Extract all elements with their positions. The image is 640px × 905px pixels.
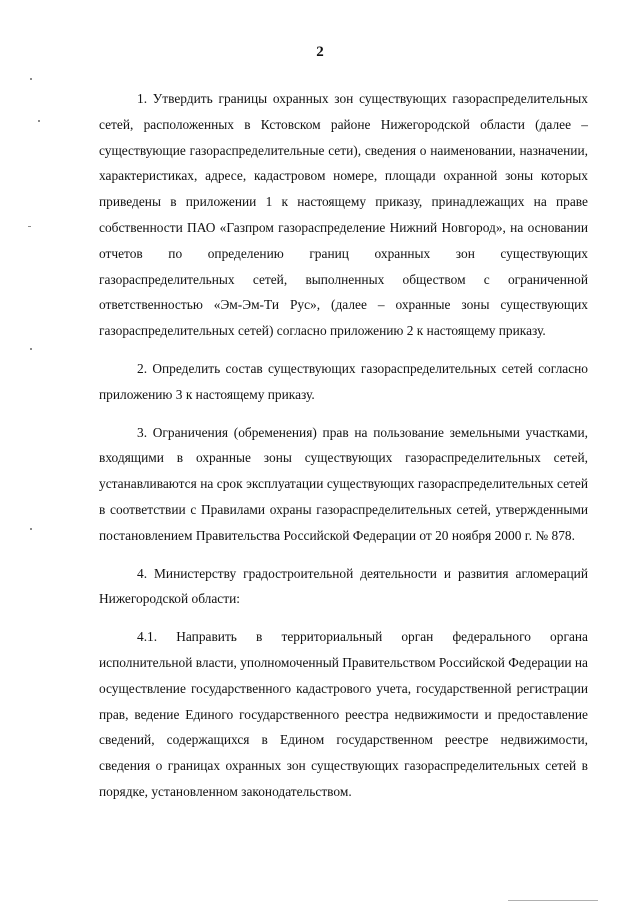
- page-number: 2: [316, 44, 324, 60]
- scan-speck: [30, 348, 32, 350]
- document-body: [99, 86, 588, 805]
- paragraph-2: 2. Определить состав существующих газораспределительных сетей согласно приложению 3 к настоящему приказу.: [99, 360, 588, 402]
- scan-edge-line: [508, 900, 598, 901]
- scan-speck: [28, 226, 31, 227]
- paragraph-3: 3. Ограничения (обременения) прав на пользование земельными участками, входящими в охранные зоны существующих газораспределительных сетей, устанавливаются на срок эксплуатации существующих газораспределительных сетей в соответствии с Правилами охраны газораспределительных сетей, утвержденными постановлением Правительства Российской Федерации от 20 ноября 2000 г. № 878.: [99, 424, 588, 543]
- scan-speck: [38, 120, 40, 122]
- paragraph-4: 4. Министерству градостроительной деятельности и развития агломераций Нижегородской области:: [99, 565, 588, 607]
- paragraph-1: 1. Утвердить границы охранных зон существующих газораспределительных сетей, расположенных в Кстовском районе Нижегородской области (далее – существующие газораспределительные сети), сведения о наименовании, назначении, характеристиках, адресе, кадастровом номере, площади охранной зоны которых приведены в приложении 1 к настоящему приказу, принадлежащих на праве собственности ПАО «Газпром газораспределение Нижний Новгород», на основании отчетов по определению границ охранных зон существующих газораспределительных сетей, выполненных обществом с ограниченной ответственностью «Эм-Эм-Ти Рус», (далее – охранные зоны существующих газораспределительных сетей) согласно приложению 2 к настоящему приказу.: [99, 91, 588, 339]
- scan-speck: [30, 78, 32, 80]
- paragraph-4-1: 4.1. Направить в территориальный орган федерального органа исполнительной власти, уполномоченный Правительством Российской Федерации на осуществление государственного кадастрового учета, государственной регистрации прав, ведение Единого государственного реестра недвижимости и предоставление сведений, содержащихся в Едином государственном реестре недвижимости, сведения о границах охранных зон существующих газораспределительных сетей в порядке, установленном законодательством.: [99, 629, 588, 799]
- scan-speck: [30, 528, 32, 530]
